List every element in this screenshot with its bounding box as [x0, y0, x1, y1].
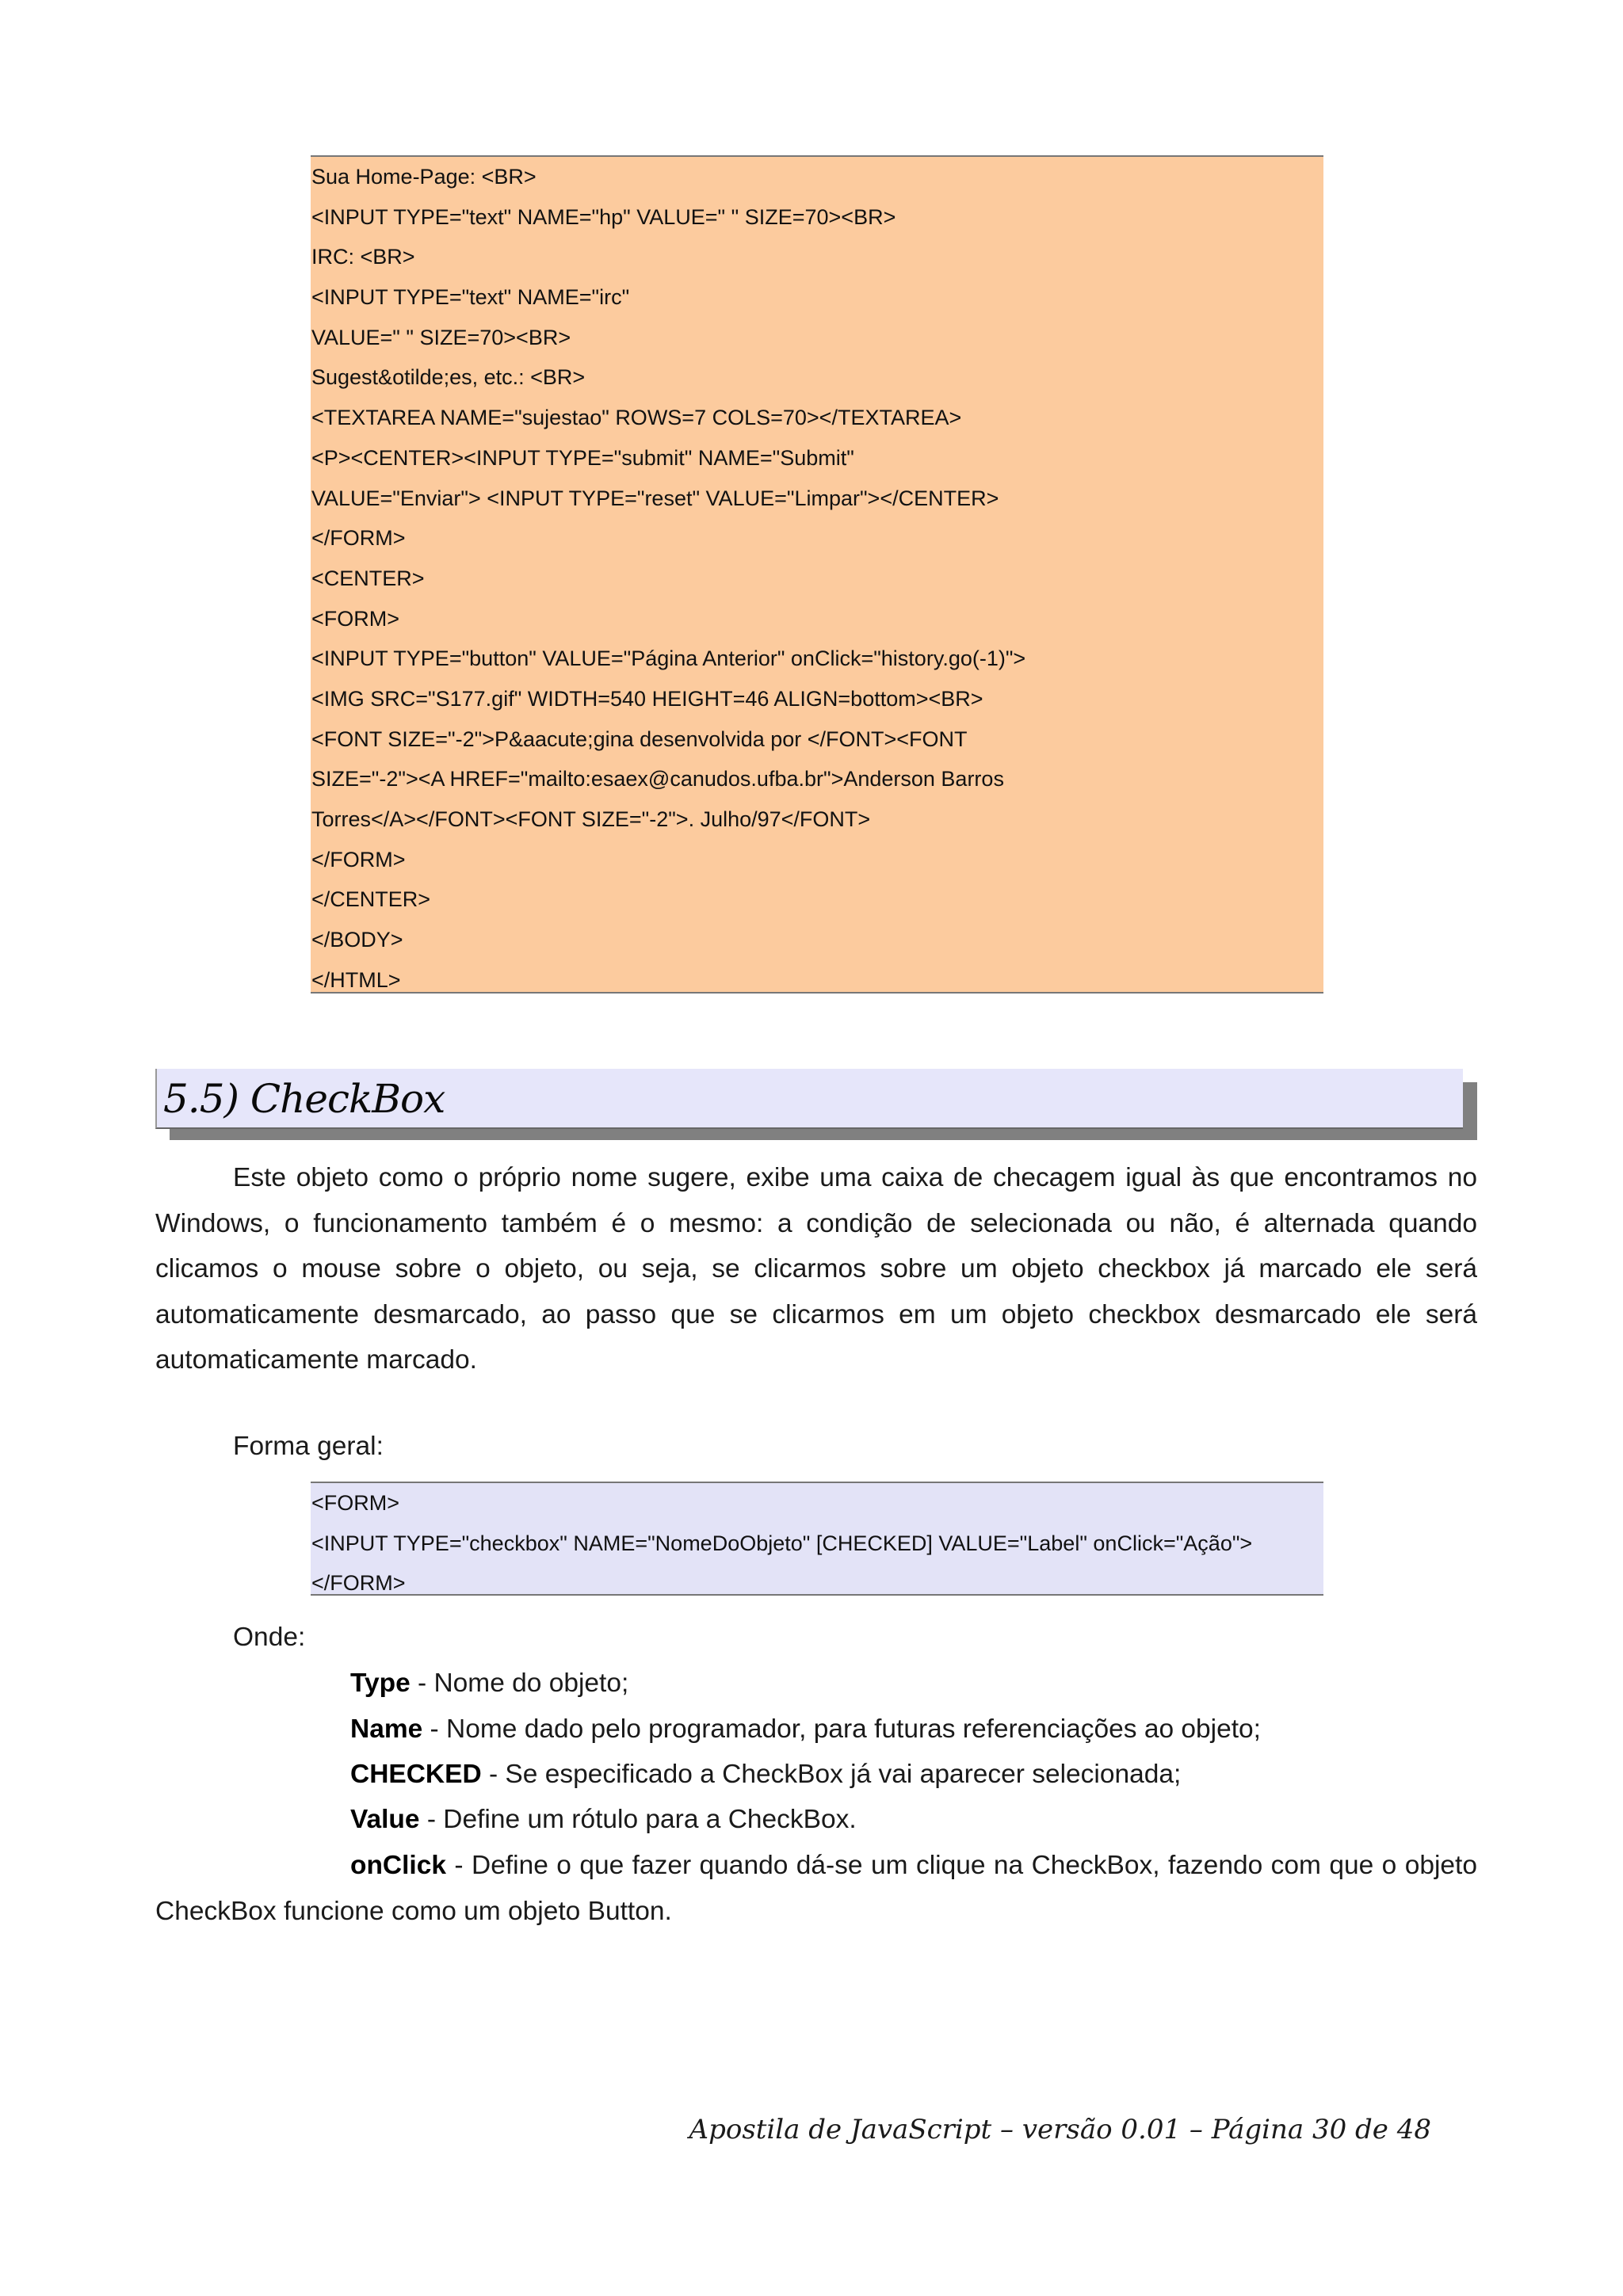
- definition-item: [350, 1661, 628, 1707]
- definition-text: - Se especificado a CheckBox já vai aparecer selecionada;: [481, 1760, 1182, 1789]
- code-line: <FONT SIZE="-2">P&aacute;gina desenvolvida por </FONT><FONT: [311, 727, 968, 751]
- code-line: </FORM>: [311, 1571, 406, 1596]
- code-line: <CENTER>: [311, 566, 425, 590]
- section-paragraph: [155, 1155, 1477, 1383]
- code-line: <FORM>: [311, 1491, 400, 1515]
- code-line: IRC: <BR>: [311, 245, 415, 269]
- definition-term: Name: [350, 1714, 423, 1744]
- definition-text: - Define o que fazer quando dá-se um clique na CheckBox, fazendo com que o objeto CheckBox funcione como um objeto Button.: [155, 1851, 1477, 1926]
- section-heading-container: [155, 1069, 1477, 1140]
- section-heading: 5.5) CheckBox: [163, 1076, 445, 1122]
- definition-text: - Nome dado pelo programador, para futuras referenciações ao objeto;: [422, 1714, 1261, 1744]
- code-line: </CENTER>: [311, 887, 431, 912]
- definition-term: CHECKED: [350, 1760, 482, 1789]
- code-line: Sua Home-Page: <BR>: [311, 165, 537, 189]
- code-line: <INPUT TYPE="text" NAME="hp" VALUE=" " SIZE=70><BR>: [311, 204, 896, 229]
- definition-item: [350, 1752, 1181, 1798]
- code-listing-html-form: [311, 155, 1323, 994]
- code-line: <FORM>: [311, 606, 400, 631]
- definition-term: Type: [350, 1669, 411, 1698]
- code-listing-checkbox-syntax: [311, 1482, 1323, 1596]
- code-line: </BODY>: [311, 928, 403, 952]
- code-line: </HTML>: [311, 967, 401, 992]
- code-line: <IMG SRC="S177.gif" WIDTH=540 HEIGHT=46 ALIGN=bottom><BR>: [311, 686, 983, 711]
- code-line: <INPUT TYPE="button" VALUE="Página Anterior" onClick="history.go(-1)">: [311, 646, 1026, 671]
- code-line: <INPUT TYPE="checkbox" NAME="NomeDoObjeto" [CHECKED] VALUE="Label" onClick="Ação">: [311, 1531, 1253, 1555]
- code-line: SIZE="-2"><A HREF="mailto:esaex@canudos.ufba.br">Anderson Barros: [311, 767, 1004, 791]
- code-line: Torres</A></FONT><FONT SIZE="-2">. Julho/97</FONT>: [311, 807, 871, 831]
- definition-item: [350, 1797, 857, 1843]
- where-label: Onde:: [233, 1623, 306, 1652]
- code-line: VALUE=" " SIZE=70><BR>: [311, 325, 571, 349]
- definition-term: Value: [350, 1805, 420, 1834]
- section-heading-box: [155, 1069, 1463, 1129]
- code-line: <INPUT TYPE="text" NAME="irc": [311, 285, 630, 310]
- paragraph-text: Este objeto como o próprio nome sugere, exibe uma caixa de checagem igual às que encontramos no Windows, o funcionamento também é o mesmo: a condição de selecionada ou não, é alternada quando clicamos o mouse sobre o objeto, ou seja, se clicarmos sobre um objeto checkbox já marcado ele será automaticamente desmarcado, ao passo que se clicarmos em um objeto checkbox desmarcado ele será automaticamente marcado.: [155, 1163, 1477, 1375]
- page-footer: Apostila de JavaScript – versão 0.01 – Página 30 de 48: [689, 2114, 1431, 2145]
- definition-item: [155, 1843, 1477, 1934]
- definition-text: - Define um rótulo para a CheckBox.: [419, 1805, 857, 1834]
- code-line: <TEXTAREA NAME="sujestao" ROWS=7 COLS=70></TEXTAREA>: [311, 406, 962, 430]
- code-line: VALUE="Enviar"> <INPUT TYPE="reset" VALUE="Limpar"></CENTER>: [311, 486, 999, 510]
- definition-item: [350, 1707, 1261, 1753]
- definition-text: - Nome do objeto;: [410, 1669, 629, 1698]
- definition-term: onClick: [350, 1851, 446, 1880]
- code-line: </FORM>: [311, 526, 406, 551]
- code-line: Sugest&otilde;es, etc.: <BR>: [311, 365, 586, 390]
- form-label: Forma geral:: [233, 1432, 384, 1461]
- code-line: </FORM>: [311, 847, 406, 871]
- code-line: <P><CENTER><INPUT TYPE="submit" NAME="Submit": [311, 445, 854, 470]
